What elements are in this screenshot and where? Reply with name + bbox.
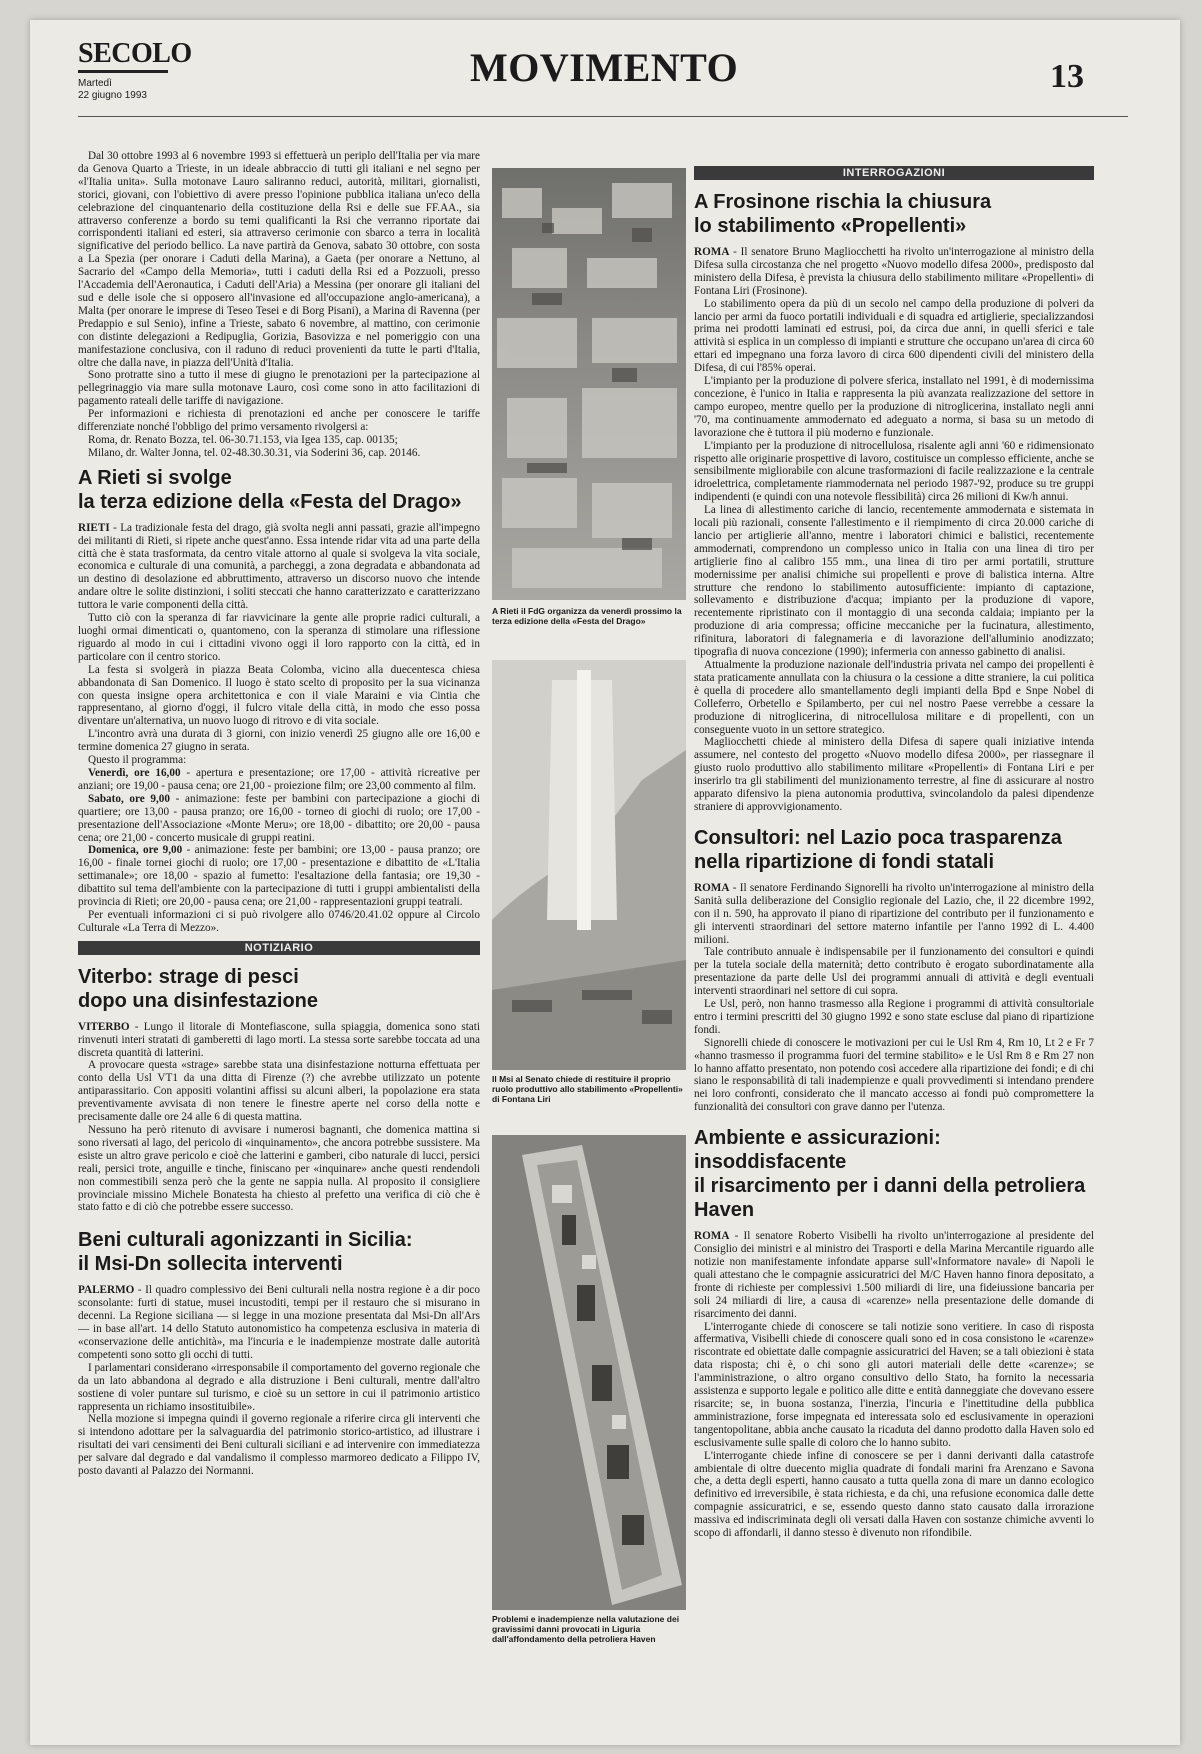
masthead-logo: SECOLO xyxy=(78,38,192,69)
program-day: Sabato, ore 9,00 xyxy=(88,792,170,805)
article-paragraph: Tale contributo annuale è indispensabile per il funzionamento dei consultori e quindi per la tutela sociale della maternità; detto contributo è erogato subordinatamente alla presentazione da parte delle Usl dei programmi annuali di attività e degli eventuali interventi straordinari nel settore di cui sopra. xyxy=(694,946,1094,998)
headline-line: A Frosinone rischia la chiusura xyxy=(694,191,992,213)
headline-line: Consultori: nel Lazio poca trasparenza xyxy=(694,826,1062,849)
headline-line: il Msi-Dn sollecita interventi xyxy=(78,1253,343,1276)
paragraph-text: - Il senatore Roberto Visibelli ha rivolto un'interrogazione al presidente del Consiglio dei ministri e al ministro dei Trasporti e della Marina Mercantile riguardo alle notizie non manifestamente infondate apparse sull'«Informatore navale» di Napoli le quali attestano che le compagnie assicuratrici del M/C Haven hanno finora depositato, a fronte di richieste per complessivi 1.500 miliardi di lire, una fideiussione bancaria per soli 24 miliardi di lire, a causa di «carenze» nella presentazione delle domande di risarcimento dei danni. xyxy=(694,1230,1094,1320)
headline-line: Ambiente e assicurazioni: insoddisfacente xyxy=(694,1127,941,1174)
article-paragraph xyxy=(694,882,1094,947)
headline-line: dopo una disinfestazione xyxy=(78,989,319,1012)
article-paragraph xyxy=(694,1230,1094,1320)
article-headline-sicilia xyxy=(78,1228,480,1276)
article-paragraph xyxy=(78,522,480,612)
article-paragraph: Signorelli chiede di conoscere le motivazioni per cui le Usl Rm 4, Rm 10, Lt 2 e Fr 7 «hanno trasmesso il programma fuori del termine stabilito» e le Usl Rm 8 e Rm 27 non lo hanno affatto presentato, non potendo così accedere alla ripartizione dei fondi; e di chi siano le responsabilità di tali inadempienze e quali provvedimenti si intendano prendere nei loro confronti, considerato che il mancato accesso ai fondi può compromettere la funzionalità dei consultori con grave danno per l'utenza. xyxy=(694,1036,1094,1114)
photo-haven-tanker xyxy=(492,1135,686,1610)
program-item xyxy=(78,767,480,793)
caption-text: Il Msi al Senato chiede di restituire il proprio ruolo produttivo allo stabilimento «Propellenti» di Fontana Liri xyxy=(492,1074,683,1104)
article-paragraph: La linea di allestimento cariche di lancio, recentemente ammodernata e sistemata in locali più razionali, consente l'allestimento e il riempimento di circa 20.000 cariche di lancio per artiglierie all'anno, mentre i laboratori chimici e balistici, recentemente ammodernati, comprendono un complesso unico in Italia con una linea di tiro per artiglierie fino al calibro 155 mm., una linea di tiro per armi portatili, strutture modernissime per analisi chimiche sui propellenti e prove di balistica interna. Altre strutture che rendono lo stabilimento autosufficiente: impianto di captazione, sollevamento e distribuzione d'acqua; impianto per la produzione di vapore, recentemente ripristinato con il montaggio di una seconda caldaia; impianto per la produzione di aria compressa; officine meccaniche per la fucinatura, allestimento, rifinitura, laboratori di falegnameria e di lavorazione dell'alluminio anodizzato; tipografia di nuova concezione (1990); infermeria con annesso gabinetto di analisi. xyxy=(694,504,1094,659)
header-rule xyxy=(78,116,1128,117)
article-paragraph: Questo il programma: xyxy=(88,754,187,767)
headline-line: lo stabilimento «Propellenti» xyxy=(694,215,967,237)
program-text: - animazione: feste per bambini con partecipazione a giochi di quartiere; ore 13,00 - pausa pranzo; ore 16,00 - torneo di giochi di ruolo; ore 17,00 - presentazione dell'Associazione «Monte Meru»; ore 18,00 - dibattito; ore 20,00 - pausa cena; ore 21,00 - concerto musicale di gruppi reatini. xyxy=(78,792,480,844)
caption-text: A Rieti il FdG organizza da venerdì prossimo la terza edizione della «Festa del Drago» xyxy=(492,606,682,626)
program-text: - apertura e presentazione; ore 17,00 - attività ricreative per anziani; ore 19,00 - pausa cena; ore 21,00 - proiezione film; ore 23,00 commento al film. xyxy=(78,766,480,792)
article-paragraph: L'interrogante chiede di conoscere se tali notizie sono veritiere. In caso di risposta affermativa, Visibelli chiede di conoscere quali sono ed in cosa consistono le «carenze» riscontrate ed obiettate dalle compagnie assicuratrici del Haven; se a tali obiezioni è stata data risposta; chi è, o chi sono gli autori materiali delle dette «carenze»; se l'amministrazione, o altro organo consultivo dello Stato, ha fornito la necessaria assistenza e supporto legale e politico alle ditte e entità danneggiate che dovevano essere risarcite; se, in buona sostanza, l'inerzia, l'incuria e l'inettitudine della pubblica amministrazione, forse impegnata ed interessata solo ed esclusivamente in operazioni tangentopolitane, abbia anche causato la ricaduta del danno prodotto dalla Haven solo ed esclusivamente sulle spalle di coloro che lo hanno subito. xyxy=(694,1320,1094,1449)
dateline: RIETI xyxy=(78,521,110,534)
article-paragraph: Tutto ciò con la speranza di far riavvicinare la gente alle proprie radici culturali, a luoghi ormai dimenticati o, quantomeno, con la speranza di stimolare una riflessione riguardo al modo in cui i cittadini vivono oggi il loro rapporto con la città, ed in particolare con il centro storico. xyxy=(78,612,480,663)
paragraph-text: - Il quadro complessivo dei Beni culturali nella nostra regione è a dir poco sconsolante: furti di statue, musei incustoditi, tempi per il restauro che si misurano in decenni. La Regione siciliana — si legge in una mozione presentata dal Msi-Dn all'Ars — in base all'art. 14 dello Statuto autonomistico ha competenza esclusiva in materia di «conservazione delle antichità», ma l'incuria e le inadempienze mostrate dalle autorità competenti sono sotto gli occhi di tutti. xyxy=(78,1284,480,1361)
article-paragraph: Lo stabilimento opera da più di un secolo nel campo della produzione di polveri da lancio per armi da fuoco portatili individuali e di squadra ed artiglierie, specializzandosi prima nei prodotti laminati ed estrusi, poi, da circa due anni, in quelli sferici e tale attività si esplica in un complesso di impianti e strutture che occupano un'area di circa 60 ettari ed impegnano una forza lavoro di circa 600 dipendenti civili del ministero della Difesa, di cui l'85% operai. xyxy=(694,297,1094,375)
article-paragraph: Nella mozione si impegna quindi il governo regionale a riferire circa gli interventi che si intendono adottare per la salvaguardia del patrimonio storico-artistico, ad illustrare i risultati dei vari censimenti dei Beni culturali siciliani e ad intervenire con immediatezza per salvare dal degrado e dal vandalismo il complesso marmoreo dedicato a Filippo IV, posto davanti al Palazzo dei Normanni. xyxy=(78,1413,480,1478)
program-day: Domenica, ore 9,00 xyxy=(88,844,183,857)
photo-rieti-aerial xyxy=(492,168,686,600)
plant-aerial-image xyxy=(492,660,686,1070)
section-band-interrogazioni: INTERROGAZIONI xyxy=(694,166,1094,180)
page-number: 13 xyxy=(1050,58,1084,95)
headline-line: A Rieti si svolge xyxy=(78,466,232,489)
article-headline-frosinone xyxy=(694,190,1094,238)
headline-line: nella ripartizione di fondi statali xyxy=(694,850,995,873)
masthead-rule xyxy=(78,70,168,73)
article-paragraph: L'interrogante chiede infine di conoscere se per i danni derivanti dalla catastrofe ambientale di oltre duecento miglia quadrate di fondali marini fra Arenzano e Savona che, a detta degli esperti, hanno causato a tutta quella zona di mare un danno ecologico definitivo ed irreversibile, è stata richiesta, e da chi, una refusione economica dalle dette compagnie assicuratrici, e se, essendo questo danno stato causato dalla irrorazione massiva ed indiscriminata degli oli versati dalla Haven con sostanze chimiche avventi lo scopo di affondarli, il danno stesso è divenuto non rifondibile. xyxy=(694,1449,1094,1540)
photo-caption-1 xyxy=(492,606,686,656)
paragraph-text: - Il senatore Ferdinando Signorelli ha rivolto un'interrogazione al ministro della Sanità sulla deliberazione del Consiglio regionale del Lazio, che, il 22 dicembre 1992, con il n. 590, ha approvato il piano di ripartizione del contributo per il funzionamento e gli interventi straordinari del settore materno infantile per l'anno 1992 di L. 4.400 milioni. xyxy=(694,881,1094,946)
dateline: ROMA xyxy=(694,1230,730,1243)
dateline: ROMA xyxy=(694,246,730,258)
dateline: ROMA xyxy=(694,881,730,894)
paragraph-text: - Il senatore Bruno Magliocchetti ha rivolto un'interrogazione al ministro della Difesa sulla circostanza che nel progetto «Nuovo modello difesa 2000», predisposto dal ministero della Difesa, è prevista la chiusura dello stabilimento militare «Propellenti» di Fontana Liri (Frosinone). xyxy=(694,246,1094,297)
tanker-ship-image xyxy=(492,1135,686,1610)
article-headline-viterbo xyxy=(78,965,480,1013)
article-paragraph xyxy=(78,1021,480,1060)
article-paragraph xyxy=(78,1284,480,1361)
intro-paragraph: Roma, dr. Renato Bozza, tel. 06-30.71.153, via Igea 135, cap. 00135; xyxy=(88,433,398,446)
article-paragraph: Per eventuali informazioni ci si può rivolgere allo 0746/20.41.02 oppure al Circolo Culturale «La Terra di Mezzo». xyxy=(78,908,480,934)
program-item xyxy=(78,793,480,845)
intro-paragraph: Milano, dr. Walter Jonna, tel. 02-48.30.30.31, via Soderini 36, cap. 20146. xyxy=(88,446,421,459)
caption-text: Problemi e inadempienze nella valutazione dei gravissimi danni provocati in Liguria dall'affondamento della petroliera Haven xyxy=(492,1614,680,1644)
article-paragraph: Magliocchetti chiede al ministero della Difesa di sapere quali iniziative intenda assumere, nel contesto del progetto «Nuovo modello difesa 2000», per riassegnare il giusto ruolo produttivo allo stabilimento militare «Propellenti» di Fontana Liri e per inserirlo tra gli stabilimenti del munizionamento terrestre, al fine di assicurare al nostro apparato difensivo la piena autonomia produttiva, svincolandolo da palesi dipendenze straniere di approvvigionamento. xyxy=(694,736,1094,813)
article-paragraph: Attualmente la produzione nazionale dell'industria privata nel campo dei propellenti è stata praticamente annullata con la chiusura o la cessione a ditte straniere, la cui politica è quella di procedere allo smantellamento degli impianti della Bpd e Snpe Nobel di Colleferro, Orbetello e Spilamberto, per cui nel nostro Paese verrebbe a cessare la produzione di nitroglicerina, di nitrocellulosa militare e di propellenti, con un conseguente vuoto in un settore strategico. xyxy=(694,659,1094,736)
column-right xyxy=(694,166,1094,1611)
article-paragraph: L'impianto per la produzione di nitrocellulosa, risalente agli anni '60 e ridimensionato rispetto alle originarie prospettive di lavoro, costituisce un complesso efficiente, anche se sensibilmente migliorabile con alcune trasformazioni di facile realizzazione e la centrale idroelettrica, completamente riammodernata nel periodo 1987-'92, produce su tre gruppi indipendenti (e quindi con una notevole flessibilità) circa 26 milioni di Kw/h annui. xyxy=(694,439,1094,504)
article-paragraph: La festa si svolgerà in piazza Beata Colomba, vicino alla duecentesca chiesa abbandonata di San Domenico. Il luogo è stato scelto di proposito per la sua vicinanza con questa insigne opera architettonica e con il viale Maraini e via Cintia che rappresentano, al giorno d'oggi, il fulcro vitale della città, in modo che esso possa diventare un'alternativa, un nuovo luogo di ritrovo e di vita sociale. xyxy=(78,663,480,728)
article-paragraph: I parlamentari considerano «irresponsabile il comportamento del governo regionale che da un lato abbandona al degrado e alla distruzione i Beni culturali, mentre dall'altro sostiene di voler puntare sul turismo, e cioè su un settore in cui il patrimonio artistico rappresenta un richiamo insostituibile». xyxy=(78,1361,480,1413)
article-paragraph: A provocare questa «strage» sarebbe stata una disinfestazione notturna effettuata per conto della Usl VT1 da una ditta di Firenze (?) che avrebbe utilizzato un potente antiparassitario. Con appositi volantini affissi su alcuni alberi, la popolazione era stata preventivamente avvisata di non tenere le finestre aperte nel corso della notte e precisamente dalle ore 24 alle 6 di questa mattina. xyxy=(78,1059,480,1124)
paragraph-text: - Lungo il litorale di Montefiascone, sulla spiaggia, domenica sono stati rinvenuti interi stratati di gamberetti di lago morti. La stessa sorte sarebbe toccata ad una discreta quantità di latterini. xyxy=(78,1020,480,1059)
masthead-weekday: Martedì xyxy=(78,78,112,89)
article-headline-haven xyxy=(694,1126,1094,1222)
column-left xyxy=(78,150,480,1565)
masthead-fulldate: 22 giugno 1993 xyxy=(78,90,147,101)
headline-line: Beni culturali agonizzanti in Sicilia: xyxy=(78,1229,413,1252)
program-item xyxy=(78,844,480,909)
headline-line: Viterbo: strage di pesci xyxy=(78,965,299,988)
masthead-date xyxy=(78,78,147,102)
article-headline-consultori xyxy=(694,826,1094,874)
photo-caption-3 xyxy=(492,1614,686,1664)
rieti-city-aerial-image xyxy=(492,168,686,600)
photo-propellenti-plant xyxy=(492,660,686,1070)
headline-line: la terza edizione della «Festa del Drago» xyxy=(78,490,462,513)
article-paragraph: L'incontro avrà una durata di 3 giorni, con inizio venerdì 25 giugno alle ore 16,00 e termine domenica 27 giugno in serata. xyxy=(78,728,480,754)
article-paragraph xyxy=(694,246,1094,298)
intro-paragraph: Per informazioni e richiesta di prenotazioni ed anche per conoscere le tariffe differenziate nonché l'obbligo del primo versamento rivolgersi a: xyxy=(78,408,480,434)
photo-caption-2 xyxy=(492,1074,686,1124)
paragraph-text: - La tradizionale festa del drago, già svolta negli anni passati, grazie all'impegno dei militanti di Rieti, si ripete anche quest'anno. Essa intende ridar vita ad una parte della città che è stata trasformata, da centro vitale attorno al quale si svolgeva la vita sociale, economica e culturale di una comunità, a parcheggi, a zona degradata e abbandonata ad un destino di desolazione ed abbruttimento, attraverso un discorso nuovo che intende andare oltre le solite distinzioni, i soliti steccati che hanno caratterizzato e caratterizzano tuttora le varie componenti della città. xyxy=(78,521,480,612)
dateline: PALERMO xyxy=(78,1284,135,1297)
intro-paragraph: Sono protratte sino a tutto il mese di giugno le prenotazioni per la partecipazione al pellegrinaggio via mare sulla motonave Lauro, così come sono in atto facilitazioni di pagamento rateali delle tariffe di navigazione. xyxy=(78,369,480,408)
article-paragraph: Nessuno ha però ritenuto di avvisare i numerosi bagnanti, che domenica mattina si sono riversati al lago, del pericolo di «inquinamento», che ancora potrebbe sussistere. Ma esiste un altro grave pericolo e cioè che latterini e gamberi, cibo naturale di lucci, persici reali, persici trote, anguille e tinche, finiscano per «inquinare» anche questi rendendoli non commestibili senza però che la gente ne sappia nulla. Al proposito il consigliere provinciale missino Michele Bonatesta ha chiesto al prefetto una verifica di ciò che è stato fatto e di ciò che potrebbe essere successo. xyxy=(78,1124,480,1214)
headline-line: il risarcimento per i danni della petroliera Haven xyxy=(694,1175,1086,1222)
intro-paragraph: Dal 30 ottobre 1993 al 6 novembre 1993 si effettuerà un periplo dell'Italia per via mare da Genova Quarto a Trieste, in un ideale abbraccio di tutti gli italiani e nel segno per «l'Italia unita». Sulla motonave Lauro saliranno reduci, autorità, militari, giornalisti, storici, giovani, con l'obiettivo di avere presso l'opinione pubblica italiana un'eco della celebrazione del cinquantenario della costituzione della Rsi e delle sue FF.AA., sia attraverso conferenze a bordo su temi qualificanti la Rsi che verranno riportate dai corrispondenti italiani ed esteri, sia attraverso cerimonie con sbarco a terra in località significative del periodo bellico. La nave partirà da Genova, sabato 30 ottobre, con sosta a La Spezia (per onorare i Caduti della Marina), a Gaeta (per onorare a Nettuno, al Sacrario del «Campo della Memoria», tutti i caduti della Rsi ed a Pozzuoli, presso l'Accademia dell'Aeronautica, i Caduti dell'Aria) a Messina (per onorare gli italiani del sud e delle isole che si opposero all'invasione ed all'occupazione anglo-americana), a Malta (per onorare le imprese di Teseo Tesei e di Borg Pisani), a Marina di Ravenna (per Predappio e sul Senio), infine a Trieste, sabato 6 novembre, al mattino, con cerimonie con distinte delegazioni a Redipuglia, Gorizia, Basovizza e nel pomeriggio con una manifestazione conclusiva, con il raduno di reduci provenienti da tutte le parti d'Italia, oltre che dalla nave, in piazza dell'Unità d'Italia. xyxy=(78,150,480,369)
article-paragraph: L'impianto per la produzione di polvere sferica, installato nel 1991, è di modernissima concezione, è l'unico in Italia e rappresenta la più avanzata realizzazione del settore in campo europeo, mentre quello per la produzione di nitroglicerina, installato negli anni '70, ma continuamente ammodernato ed adeguato a norma, si basa su un metodo di lavorazione che è tuttora il più moderno e funzionale. xyxy=(694,375,1094,439)
article-headline-rieti xyxy=(78,466,480,514)
section-band-notiziario: NOTIZIARIO xyxy=(78,941,480,955)
article-paragraph: Le Usl, però, non hanno trasmesso alla Regione i programmi di attività consultoriale entro i termini prescritti del 30 giugno 1992 e sono state escluse dal piano di ripartizione fondi. xyxy=(694,998,1094,1036)
program-day: Venerdì, ore 16,00 xyxy=(88,766,181,779)
dateline: VITERBO xyxy=(78,1020,130,1033)
program-text: - animazione: feste per bambini; ore 13,00 - pausa pranzo; ore 16,00 - finale tornei giochi di ruolo; ore 17,00 - presentazione e dibattito de «L'Italia settimanale»; ore 18,00 - spazio al fumetto: l'esaltazione della fantasia; ore 19,30 - dibattito sul tema dell'ambiente con la partecipazione di tutti i gruppi ambientalisti della provincia di Rieti; ore 20,00 - pausa cena; ore 21,00 - rappresentazioni gruppi teatrali. xyxy=(78,844,480,909)
section-title: MOVIMENTO xyxy=(470,45,739,90)
